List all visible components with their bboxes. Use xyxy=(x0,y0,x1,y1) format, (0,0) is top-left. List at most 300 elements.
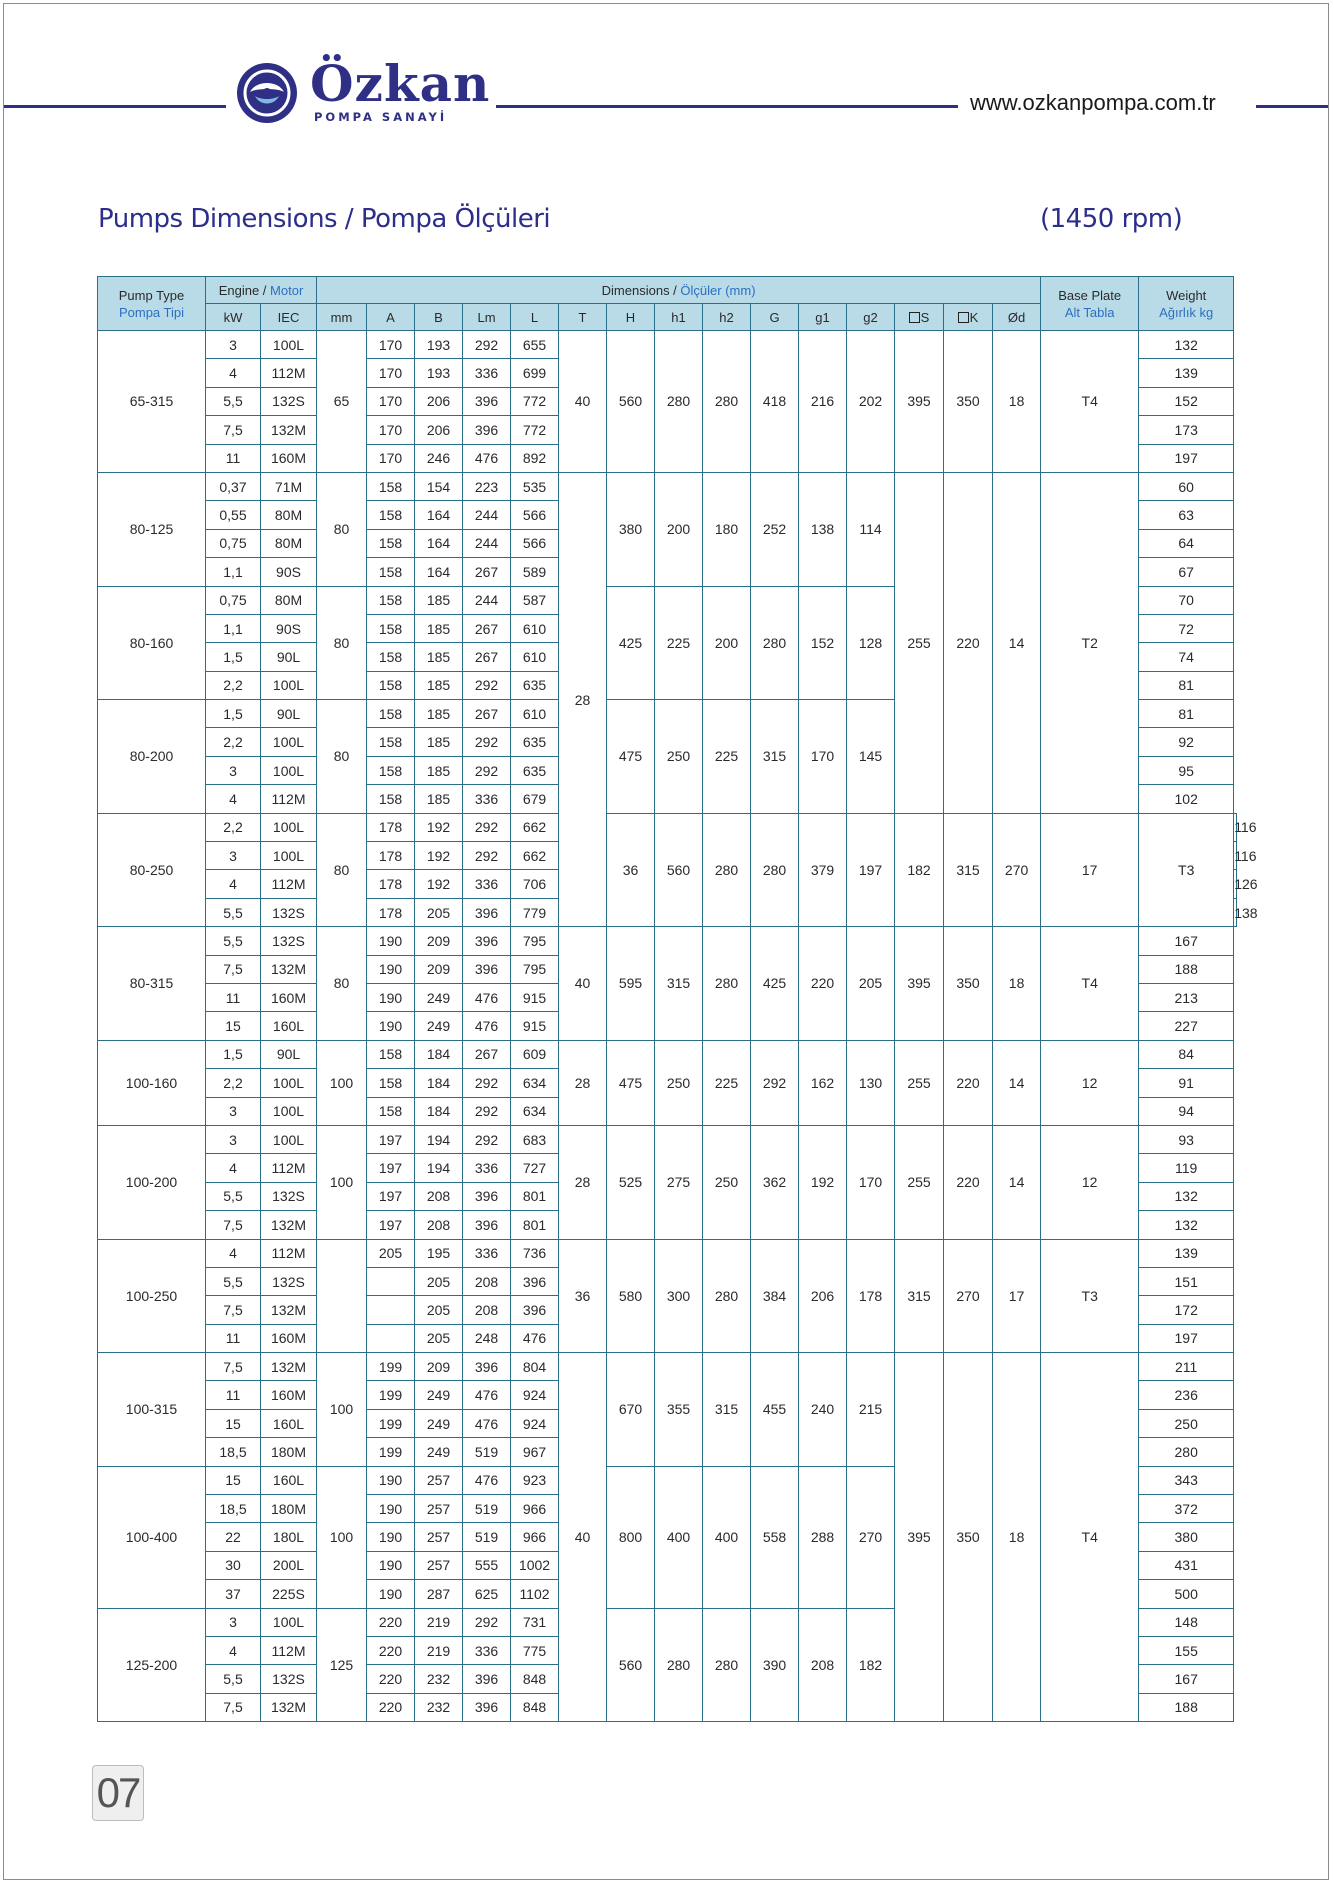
lm-cell: 396 xyxy=(463,1211,511,1239)
mm-cell: 80 xyxy=(317,813,367,927)
pump-type-cell: 100-160 xyxy=(98,1040,206,1125)
h2-cell: 225 xyxy=(703,700,751,814)
b-cell: 219 xyxy=(415,1636,463,1664)
weight-cell: 72 xyxy=(1139,614,1234,642)
iec-cell: 90S xyxy=(261,614,317,642)
header-rule-left xyxy=(4,105,226,108)
a-cell: 199 xyxy=(367,1438,415,1466)
l-cell: 848 xyxy=(511,1693,559,1721)
kw-cell: 18,5 xyxy=(206,1495,261,1523)
kw-cell: 1,5 xyxy=(206,1040,261,1068)
table-row xyxy=(98,813,1237,841)
b-cell: 164 xyxy=(415,529,463,557)
b-cell: 185 xyxy=(415,756,463,784)
kw-cell: 11 xyxy=(206,1381,261,1409)
h2-cell: 280 xyxy=(703,1239,751,1353)
weight-cell: 84 xyxy=(1139,1040,1234,1068)
b-cell: 205 xyxy=(415,898,463,926)
mm-cell: 80 xyxy=(317,927,367,1041)
lm-cell: 267 xyxy=(463,1040,511,1068)
l-cell: 772 xyxy=(511,387,559,415)
lm-cell: 476 xyxy=(463,444,511,472)
weight-cell: 151 xyxy=(1139,1267,1234,1295)
s-cell: 315 xyxy=(895,1239,944,1353)
pump-type-cell: 80-200 xyxy=(98,700,206,814)
h1-cell: 355 xyxy=(655,1353,703,1467)
iec-cell: 112M xyxy=(261,1239,317,1267)
h2-cell: 315 xyxy=(703,1353,751,1467)
a-cell: 158 xyxy=(367,501,415,529)
col-weight: Weight Ağırlık kg xyxy=(1139,277,1234,331)
l-cell: 635 xyxy=(511,671,559,699)
g1-cell: 197 xyxy=(847,813,895,927)
a-cell: 158 xyxy=(367,558,415,586)
iec-cell: 112M xyxy=(261,1154,317,1182)
a-cell: 158 xyxy=(367,700,415,728)
col-h2: h2 xyxy=(703,304,751,331)
lm-cell: 292 xyxy=(463,813,511,841)
weight-cell: 155 xyxy=(1139,1636,1234,1664)
a-cell: 170 xyxy=(367,416,415,444)
l-cell: 476 xyxy=(511,1324,559,1352)
b-cell: 154 xyxy=(415,472,463,500)
a-cell: 158 xyxy=(367,756,415,784)
b-cell: 185 xyxy=(415,700,463,728)
od-cell: 17 xyxy=(993,1239,1041,1353)
b-cell: 192 xyxy=(415,870,463,898)
col-od: Ød xyxy=(993,304,1041,331)
weight-cell: 500 xyxy=(1139,1580,1234,1608)
g-cell: 252 xyxy=(751,472,799,586)
lm-cell: 519 xyxy=(463,1495,511,1523)
k-cell: 220 xyxy=(944,1125,993,1239)
a-cell: 158 xyxy=(367,728,415,756)
l-cell: 736 xyxy=(511,1239,559,1267)
kw-cell: 11 xyxy=(206,1324,261,1352)
kw-cell: 30 xyxy=(206,1551,261,1579)
a-cell: 158 xyxy=(367,614,415,642)
t-cell: 36 xyxy=(559,1239,607,1353)
b-cell: 205 xyxy=(415,1296,463,1324)
iec-cell: 100L xyxy=(261,756,317,784)
weight-cell: 94 xyxy=(1139,1097,1234,1125)
weight-cell: 167 xyxy=(1139,927,1234,955)
col-dimensions: Dimensions / Ölçüler (mm) xyxy=(317,277,1041,304)
lm-cell: 267 xyxy=(463,643,511,671)
t-cell: 40 xyxy=(559,1353,607,1722)
od-cell: 18 xyxy=(993,927,1041,1041)
lm-cell: 336 xyxy=(463,359,511,387)
lm-cell: 396 xyxy=(463,898,511,926)
kw-cell: 4 xyxy=(206,1636,261,1664)
kw-cell: 7,5 xyxy=(206,1296,261,1324)
k-cell: 270 xyxy=(944,1239,993,1353)
lm-cell: 244 xyxy=(463,529,511,557)
kw-cell: 3 xyxy=(206,331,261,359)
col-t: T xyxy=(559,304,607,331)
s-cell: 395 xyxy=(895,1353,944,1722)
weight-cell: 188 xyxy=(1139,955,1234,983)
b-cell: 185 xyxy=(415,614,463,642)
weight-cell: 138 xyxy=(1234,898,1237,926)
page-title: Pumps Dimensions / Pompa Ölçüleri xyxy=(98,204,551,234)
iec-cell: 132S xyxy=(261,927,317,955)
lm-cell: 248 xyxy=(463,1324,511,1352)
t-cell: 36 xyxy=(607,813,655,927)
lm-cell: 476 xyxy=(463,983,511,1011)
l-cell: 772 xyxy=(511,416,559,444)
brand-name: Özkan xyxy=(310,54,491,113)
weight-cell: 63 xyxy=(1139,501,1234,529)
b-cell: 209 xyxy=(415,1353,463,1381)
weight-cell: 372 xyxy=(1139,1495,1234,1523)
pump-type-cell: 65-315 xyxy=(98,331,206,473)
kw-cell: 1,5 xyxy=(206,643,261,671)
iec-cell: 180M xyxy=(261,1495,317,1523)
g-cell: 379 xyxy=(799,813,847,927)
iec-cell: 90L xyxy=(261,700,317,728)
b-cell: 164 xyxy=(415,558,463,586)
g-cell: 558 xyxy=(751,1466,799,1608)
weight-cell: 60 xyxy=(1139,472,1234,500)
iec-cell: 100L xyxy=(261,842,317,870)
a-cell: 178 xyxy=(367,898,415,926)
t-cell: 40 xyxy=(559,927,607,1041)
lm-cell: 292 xyxy=(463,1097,511,1125)
od-cell: 18 xyxy=(993,331,1041,473)
h-cell: 475 xyxy=(607,700,655,814)
s-cell: 255 xyxy=(895,1040,944,1125)
lm-cell: 476 xyxy=(463,1381,511,1409)
a-cell: 190 xyxy=(367,1495,415,1523)
mm-cell: 100 xyxy=(317,1353,367,1467)
g1-cell: 288 xyxy=(799,1466,847,1608)
iec-cell: 112M xyxy=(261,870,317,898)
col-lm: Lm xyxy=(463,304,511,331)
kw-cell: 2,2 xyxy=(206,728,261,756)
base-plate-cell: T3 xyxy=(1139,813,1234,927)
lm-cell: 555 xyxy=(463,1551,511,1579)
b-cell: 164 xyxy=(415,501,463,529)
l-cell: 662 xyxy=(511,813,559,841)
b-cell: 257 xyxy=(415,1466,463,1494)
iec-cell: 80M xyxy=(261,501,317,529)
a-cell: 220 xyxy=(367,1693,415,1721)
col-g2: g2 xyxy=(847,304,895,331)
b-cell: 246 xyxy=(415,444,463,472)
h-cell: 560 xyxy=(607,331,655,473)
a-cell xyxy=(367,1324,415,1352)
g-cell: 384 xyxy=(751,1239,799,1353)
b-cell: 249 xyxy=(415,1438,463,1466)
kw-cell: 3 xyxy=(206,1097,261,1125)
iec-cell: 160L xyxy=(261,1409,317,1437)
col-a: A xyxy=(367,304,415,331)
a-cell: 178 xyxy=(367,813,415,841)
kw-cell: 15 xyxy=(206,1466,261,1494)
iec-cell: 200L xyxy=(261,1551,317,1579)
iec-cell: 132S xyxy=(261,1267,317,1295)
weight-cell: 167 xyxy=(1139,1665,1234,1693)
a-cell: 190 xyxy=(367,1523,415,1551)
l-cell: 662 xyxy=(511,842,559,870)
kw-cell: 7,5 xyxy=(206,1693,261,1721)
g2-cell: 130 xyxy=(847,1040,895,1125)
iec-cell: 132M xyxy=(261,1296,317,1324)
a-cell: 190 xyxy=(367,927,415,955)
a-cell: 158 xyxy=(367,586,415,614)
od-cell: 14 xyxy=(993,1040,1041,1125)
h1-cell: 250 xyxy=(655,1040,703,1125)
weight-cell: 250 xyxy=(1139,1409,1234,1437)
weight-cell: 74 xyxy=(1139,643,1234,671)
lm-cell: 625 xyxy=(463,1580,511,1608)
a-cell: 197 xyxy=(367,1211,415,1239)
lm-cell: 292 xyxy=(463,1069,511,1097)
website-url[interactable]: www.ozkanpompa.com.tr xyxy=(970,90,1216,115)
l-cell: 683 xyxy=(511,1125,559,1153)
l-cell: 923 xyxy=(511,1466,559,1494)
kw-cell: 2,2 xyxy=(206,813,261,841)
lm-cell: 292 xyxy=(463,1608,511,1636)
kw-cell: 3 xyxy=(206,756,261,784)
b-cell: 208 xyxy=(415,1182,463,1210)
pump-type-cell: 80-250 xyxy=(98,813,206,927)
weight-cell: 119 xyxy=(1139,1154,1234,1182)
pump-type-cell: 80-125 xyxy=(98,472,206,586)
a-cell: 158 xyxy=(367,472,415,500)
l-cell: 801 xyxy=(511,1211,559,1239)
b-cell: 184 xyxy=(415,1040,463,1068)
l-cell: 587 xyxy=(511,586,559,614)
g1-cell: 152 xyxy=(799,586,847,700)
g1-cell: 208 xyxy=(799,1608,847,1722)
b-cell: 192 xyxy=(415,842,463,870)
lm-cell: 267 xyxy=(463,614,511,642)
pump-type-cell: 80-160 xyxy=(98,586,206,700)
a-cell: 158 xyxy=(367,1069,415,1097)
k-cell: 220 xyxy=(944,1040,993,1125)
k-cell: 350 xyxy=(944,1353,993,1722)
iec-cell: 160M xyxy=(261,983,317,1011)
b-cell: 232 xyxy=(415,1693,463,1721)
a-cell: 199 xyxy=(367,1353,415,1381)
g-cell: 425 xyxy=(751,927,799,1041)
l-cell: 915 xyxy=(511,983,559,1011)
a-cell: 178 xyxy=(367,842,415,870)
lm-cell: 292 xyxy=(463,671,511,699)
g1-cell: 192 xyxy=(799,1125,847,1239)
iec-cell: 100L xyxy=(261,813,317,841)
a-cell: 205 xyxy=(367,1239,415,1267)
iec-cell: 100L xyxy=(261,1125,317,1153)
l-cell: 731 xyxy=(511,1608,559,1636)
b-cell: 194 xyxy=(415,1154,463,1182)
weight-cell: 173 xyxy=(1139,416,1234,444)
iec-cell: 132S xyxy=(261,1182,317,1210)
weight-cell: 102 xyxy=(1139,785,1234,813)
table-row xyxy=(98,472,1237,500)
l-cell: 801 xyxy=(511,1182,559,1210)
mm-cell xyxy=(317,1239,367,1353)
col-b: B xyxy=(415,304,463,331)
g1-cell: 220 xyxy=(799,927,847,1041)
iec-cell: 132M xyxy=(261,1353,317,1381)
a-cell: 158 xyxy=(367,671,415,699)
l-cell: 396 xyxy=(511,1296,559,1324)
iec-cell: 160M xyxy=(261,444,317,472)
kw-cell: 4 xyxy=(206,785,261,813)
base-plate-cell: T4 xyxy=(1041,331,1139,473)
b-cell: 185 xyxy=(415,586,463,614)
g-cell: 292 xyxy=(751,1040,799,1125)
b-cell: 193 xyxy=(415,359,463,387)
l-cell: 566 xyxy=(511,529,559,557)
pump-type-cell: 100-250 xyxy=(98,1239,206,1353)
lm-cell: 336 xyxy=(463,785,511,813)
l-cell: 635 xyxy=(511,728,559,756)
weight-cell: 67 xyxy=(1139,558,1234,586)
weight-cell: 197 xyxy=(1139,444,1234,472)
lm-cell: 208 xyxy=(463,1267,511,1295)
b-cell: 195 xyxy=(415,1239,463,1267)
g1-cell: 240 xyxy=(799,1353,847,1467)
kw-cell: 4 xyxy=(206,870,261,898)
g-cell: 455 xyxy=(751,1353,799,1467)
lm-cell: 223 xyxy=(463,472,511,500)
table-body xyxy=(98,331,1258,1722)
l-cell: 924 xyxy=(511,1381,559,1409)
page-number: 07 xyxy=(92,1765,144,1821)
g2-cell: 270 xyxy=(847,1466,895,1608)
g2-cell: 215 xyxy=(847,1353,895,1467)
iec-cell: 160M xyxy=(261,1381,317,1409)
b-cell: 257 xyxy=(415,1523,463,1551)
lm-cell: 336 xyxy=(463,1239,511,1267)
weight-cell: 70 xyxy=(1139,586,1234,614)
weight-cell: 280 xyxy=(1139,1438,1234,1466)
col-k: K xyxy=(944,304,993,331)
b-cell: 206 xyxy=(415,416,463,444)
h1-cell: 280 xyxy=(655,331,703,473)
kw-cell: 5,5 xyxy=(206,1267,261,1295)
s-cell: 315 xyxy=(944,813,993,927)
kw-cell: 0,75 xyxy=(206,529,261,557)
iec-cell: 180M xyxy=(261,1438,317,1466)
g2-cell: 178 xyxy=(847,1239,895,1353)
weight-cell: 152 xyxy=(1139,387,1234,415)
header-rule-right xyxy=(1256,105,1328,108)
base-plate-cell: T4 xyxy=(1041,927,1139,1041)
iec-cell: 80M xyxy=(261,586,317,614)
lm-cell: 396 xyxy=(463,1182,511,1210)
iec-cell: 112M xyxy=(261,359,317,387)
weight-cell: 132 xyxy=(1139,1182,1234,1210)
s-cell: 255 xyxy=(895,472,944,813)
h-cell: 595 xyxy=(607,927,655,1041)
pump-type-cell: 100-400 xyxy=(98,1466,206,1608)
t-cell: 28 xyxy=(559,1040,607,1125)
pump-logo-icon xyxy=(236,62,298,124)
weight-cell: 227 xyxy=(1139,1012,1234,1040)
od-cell: 14 xyxy=(993,472,1041,813)
h1-cell: 225 xyxy=(655,586,703,700)
col-pump-type: Pump Type Pompa Tipi xyxy=(98,277,206,331)
g-cell: 280 xyxy=(751,586,799,700)
h2-cell: 250 xyxy=(703,1125,751,1239)
kw-cell: 1,1 xyxy=(206,614,261,642)
weight-cell: 92 xyxy=(1139,728,1234,756)
kw-cell: 4 xyxy=(206,1239,261,1267)
base-plate-cell: 12 xyxy=(1041,1040,1139,1125)
kw-cell: 5,5 xyxy=(206,927,261,955)
k-cell: 350 xyxy=(944,331,993,473)
l-cell: 924 xyxy=(511,1409,559,1437)
l-cell: 967 xyxy=(511,1438,559,1466)
weight-cell: 126 xyxy=(1234,870,1237,898)
od-cell: 18 xyxy=(993,1353,1041,1722)
iec-cell: 132S xyxy=(261,1665,317,1693)
b-cell: 184 xyxy=(415,1097,463,1125)
h-cell: 670 xyxy=(607,1353,655,1467)
l-cell: 706 xyxy=(511,870,559,898)
h-cell: 560 xyxy=(607,1608,655,1722)
g-cell: 315 xyxy=(751,700,799,814)
l-cell: 804 xyxy=(511,1353,559,1381)
g2-cell: 145 xyxy=(847,700,895,814)
weight-cell: 139 xyxy=(1139,1239,1234,1267)
col-l: L xyxy=(511,304,559,331)
lm-cell: 476 xyxy=(463,1012,511,1040)
base-plate-cell: T3 xyxy=(1041,1239,1139,1353)
b-cell: 249 xyxy=(415,1381,463,1409)
mm-cell: 80 xyxy=(317,586,367,700)
h-cell: 425 xyxy=(607,586,655,700)
a-cell: 170 xyxy=(367,444,415,472)
b-cell: 249 xyxy=(415,1012,463,1040)
kw-cell: 0,75 xyxy=(206,586,261,614)
a-cell: 190 xyxy=(367,1012,415,1040)
lm-cell: 396 xyxy=(463,1353,511,1381)
weight-cell: 188 xyxy=(1139,1693,1234,1721)
h1-cell: 280 xyxy=(655,1608,703,1722)
a-cell: 199 xyxy=(367,1409,415,1437)
weight-cell: 148 xyxy=(1139,1608,1234,1636)
g1-cell: 216 xyxy=(799,331,847,473)
kw-cell: 7,5 xyxy=(206,416,261,444)
lm-cell: 244 xyxy=(463,586,511,614)
col-mm: mm xyxy=(317,304,367,331)
base-plate-cell: T2 xyxy=(1041,472,1139,813)
k-cell: 350 xyxy=(944,927,993,1041)
kw-cell: 1,1 xyxy=(206,558,261,586)
kw-cell: 18,5 xyxy=(206,1438,261,1466)
t-cell: 28 xyxy=(559,1125,607,1239)
col-base-plate: Base Plate Alt Tabla xyxy=(1041,277,1139,331)
kw-cell: 15 xyxy=(206,1409,261,1437)
weight-cell: 95 xyxy=(1139,756,1234,784)
l-cell: 699 xyxy=(511,359,559,387)
l-cell: 610 xyxy=(511,643,559,671)
kw-cell: 3 xyxy=(206,842,261,870)
table-row xyxy=(98,331,1237,359)
l-cell: 966 xyxy=(511,1523,559,1551)
col-g: G xyxy=(751,304,799,331)
weight-cell: 81 xyxy=(1139,671,1234,699)
col-g1: g1 xyxy=(799,304,847,331)
l-cell: 795 xyxy=(511,955,559,983)
a-cell: 197 xyxy=(367,1182,415,1210)
